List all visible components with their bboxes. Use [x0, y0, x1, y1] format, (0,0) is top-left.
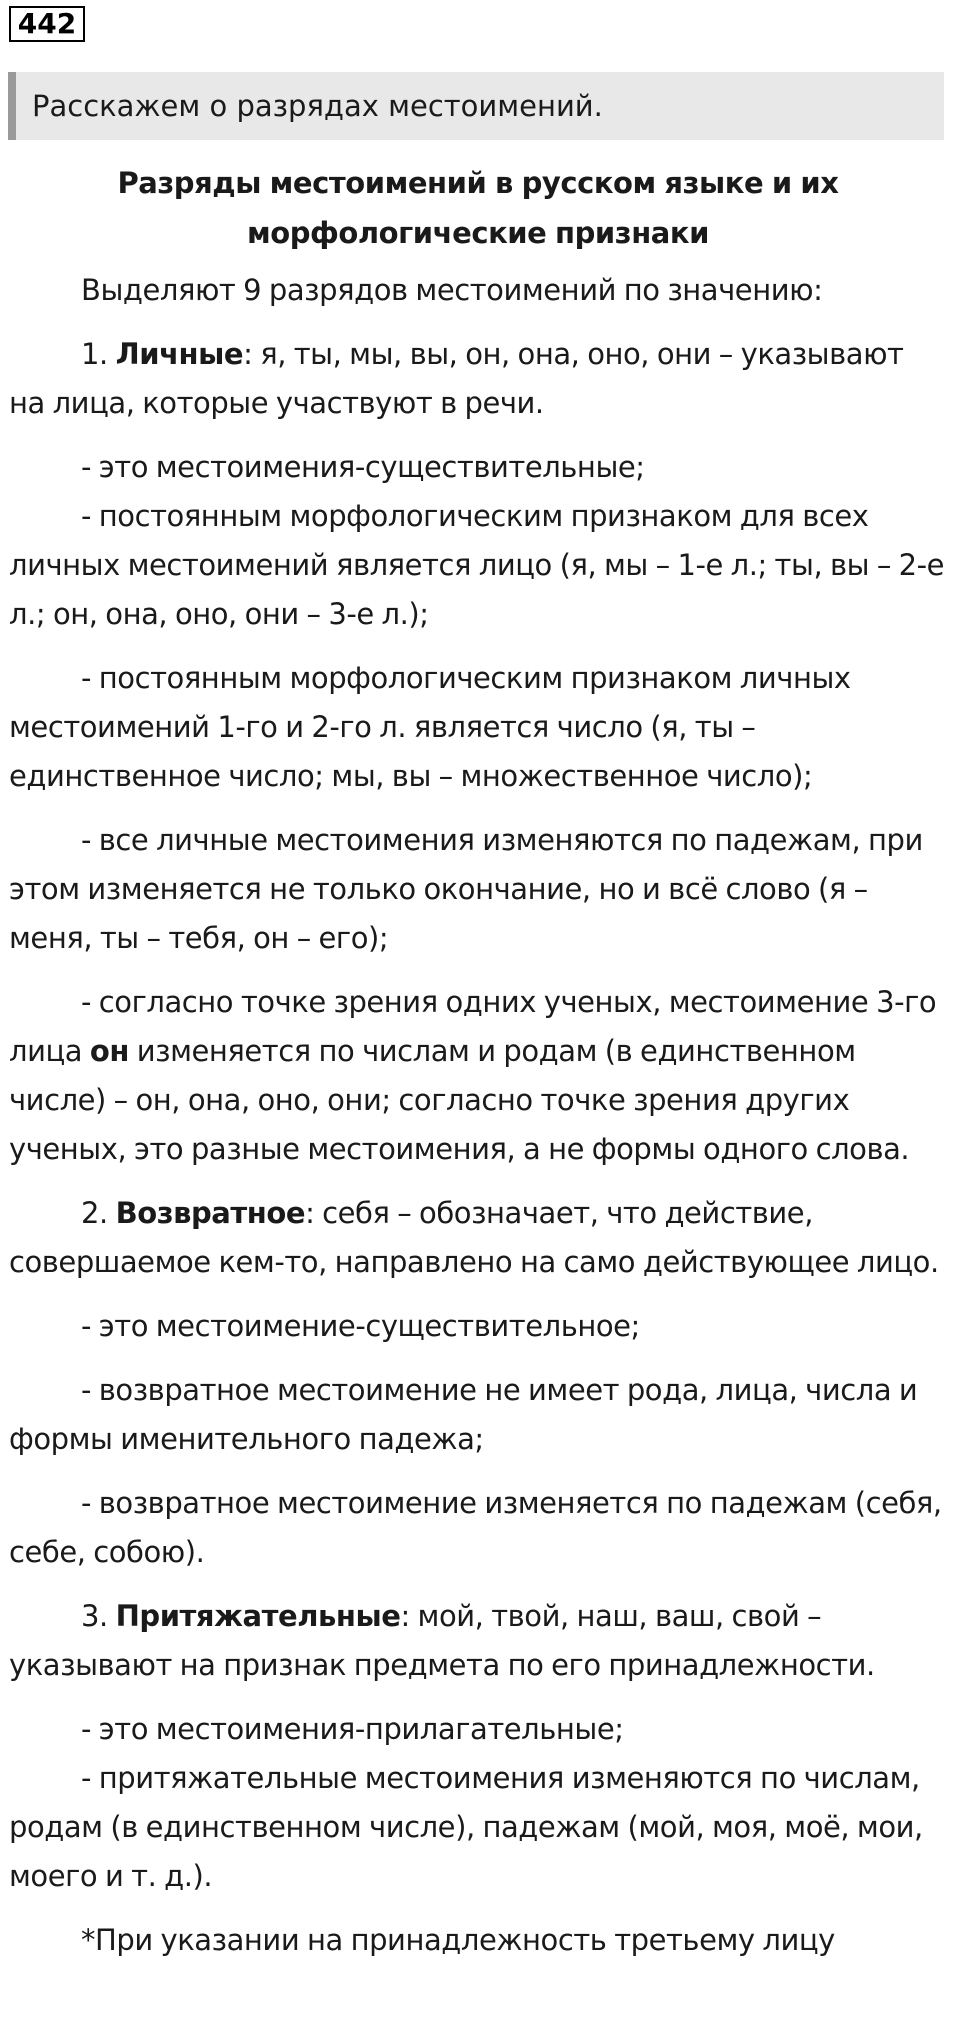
- possessive-term: Притяжательные: [115, 1599, 401, 1633]
- heading-line-1: Разряды местоимений в русском языке и их: [117, 166, 839, 200]
- personal-term: Личные: [115, 337, 244, 371]
- reflexive-text: : себя – обозначает, что действие, совершаемое кем-то, направлено на само действующее лицо.: [9, 1196, 939, 1279]
- personal-bullet-5: [9, 978, 947, 1174]
- possessive-bullet-1: - это местоимения-прилагательные;: [81, 1712, 624, 1746]
- possessive-bullet-2: - притяжательные местоимения изменяются по числам, родам (в единственном числе), падежам (мой, моя, моё, мои, моего и т. д.).: [9, 1761, 923, 1893]
- section-heading: [9, 158, 947, 258]
- personal-bullet-1: - это местоимения-существительные;: [81, 450, 645, 484]
- article-body: [9, 158, 947, 1980]
- reflexive-bullet-1: - это местоимение-существительное;: [81, 1309, 640, 1343]
- personal-bullet-2: - постоянным морфологическим признаком для всех личных местоимений является лицо (я, мы – 1-е л.; ты, вы – 2-е л.; он, она, оно, они – 3-е л.);: [9, 499, 945, 631]
- possessive-definition: [9, 1592, 947, 1690]
- personal-bullet-5-end: изменяется по числам и родам (в единственном числе) – он, она, оно, они; согласно точке зрения других ученых, это разные местоимения, а не формы одного слова.: [9, 1034, 910, 1166]
- personal-number: 1.: [81, 337, 108, 371]
- personal-bullet-3: - постоянным морфологическим признаком личных местоимений 1-го и 2-го л. является число (я, ты – единственное число; мы, вы – множественное число);: [9, 661, 851, 793]
- personal-bullet-5-start: - согласно точке зрения одних ученых, местоимение 3-го лица: [9, 985, 937, 1068]
- footnote: *При указании на принадлежность третьему лицу: [81, 1923, 835, 1957]
- reflexive-bullet-2: - возвратное местоимение не имеет рода, лица, числа и формы именительного падежа;: [9, 1373, 918, 1456]
- reflexive-definition: [9, 1189, 947, 1287]
- reflexive-number: 2.: [81, 1196, 108, 1230]
- personal-bullet-5-bold: он: [89, 1034, 129, 1068]
- possessive-text: : мой, твой, наш, ваш, свой – указывают на признак предмета по его принадлежности.: [9, 1599, 875, 1682]
- heading-line-2: морфологические признаки: [246, 216, 710, 250]
- intro-paragraph: Выделяют 9 разрядов местоимений по значению:: [81, 273, 823, 307]
- personal-definition: [9, 330, 947, 428]
- reflexive-term: Возвратное: [115, 1196, 306, 1230]
- possessive-number: 3.: [81, 1599, 108, 1633]
- personal-bullet-4: - все личные местоимения изменяются по падежам, при этом изменяется не только окончание, но и всё слово (я – меня, ты – тебя, он – его);: [9, 823, 923, 955]
- task-number: 442: [9, 6, 85, 42]
- personal-text: : я, ты, мы, вы, он, она, оно, они – указывают на лица, которые участвуют в речи.: [9, 337, 904, 420]
- intro-callout: Расскажем о разрядах местоимений.: [8, 72, 944, 140]
- reflexive-bullet-3: - возвратное местоимение изменяется по падежам (себя, себе, собою).: [9, 1486, 942, 1569]
